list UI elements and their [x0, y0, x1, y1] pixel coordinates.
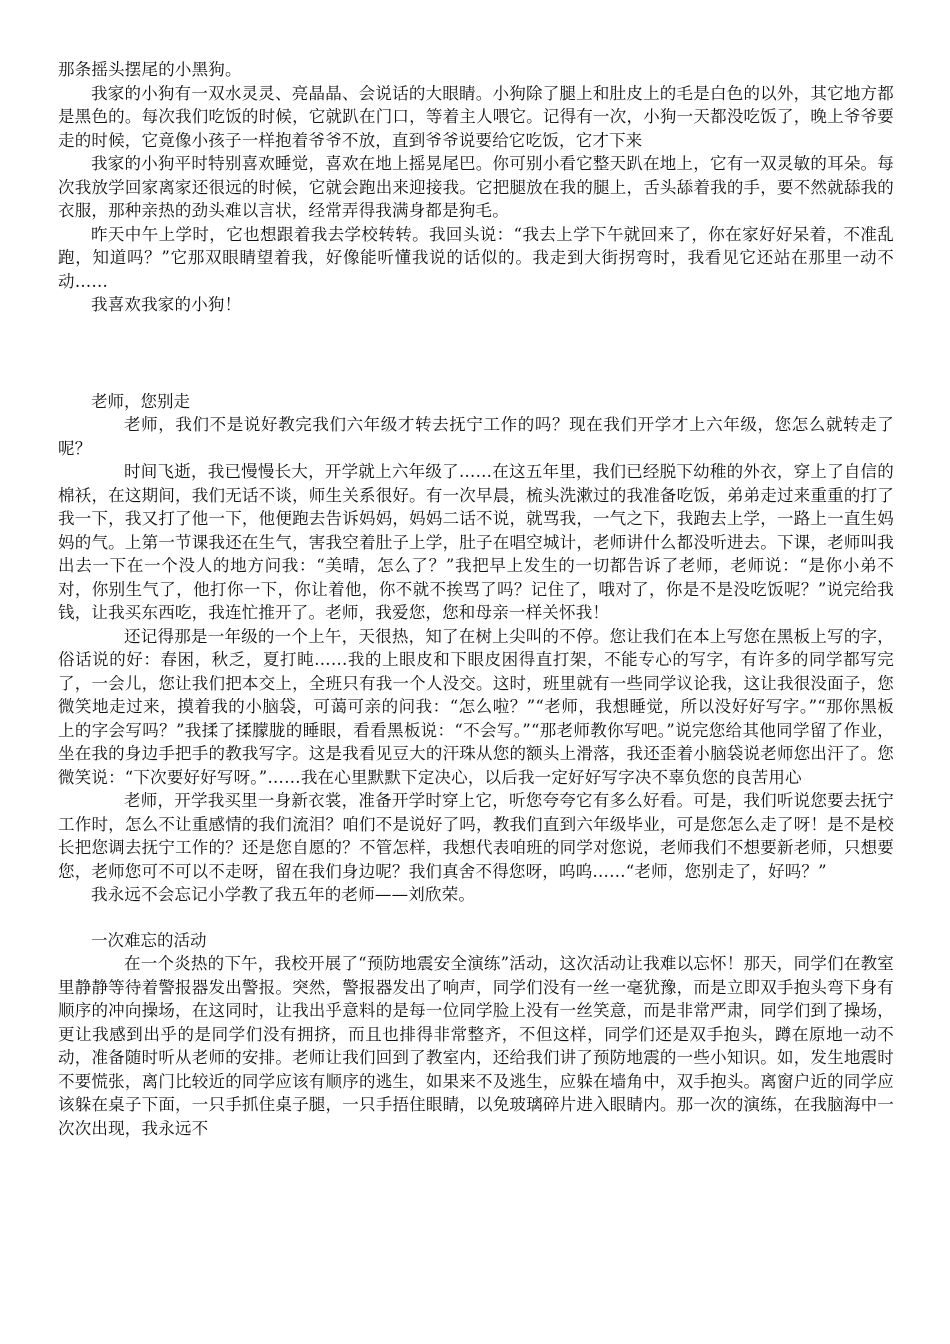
- paragraph: 时间飞逝，我已慢慢长大，开学就上六年级了……在这五年里，我们已经脱下幼稚的外衣，穿上了自信的棉袄，在这期间，我们无话不谈，师生关系很好。有一次早晨，梳头洗漱过的我准备吃饭，弟弟走过来重重的打了我一下，我又打了他一下，他便跑去告诉妈妈，妈妈二话不说，就骂我，一气之下，我跑去上学，一路上一直生妈妈的气。上第一节课我还在生气，害我空着肚子上学，肚子在唱空城计，老师讲什么都没听进去。下课，老师叫我出去一下在一个没人的地方问我：“美晴，怎么了？”我把早上发生的一切都告诉了老师，老师说：“是你小弟不对，你别生气了，他打你一下，你让着他，你不就不挨骂了吗？记住了，哦对了，你是不是没吃饭呢？”说完给我钱，让我买东西吃，我连忙推开了。老师，我爱您，您和母亲一样关怀我！: [58, 462, 894, 622]
- story-teacher-dont-go: [58, 390, 894, 907]
- section-title: 老师，您别走: [91, 391, 190, 411]
- story-memorable-activity: [58, 929, 894, 1141]
- story-little-dog: [58, 58, 894, 317]
- paragraph: 我家的小狗有一双水灵灵、亮晶晶、会说话的大眼睛。小狗除了腿上和肚皮上的毛是白色的以外，其它地方都是黑色的。每次我们吃饭的时候，它就趴在门口，等着主人喂它。记得有一次，小狗一天都没吃饭了，晚上爷爷要走的时候，它竟像小孩子一样抱着爷爷不放，直到爷爷说要给它吃饭，它才下来: [58, 83, 894, 150]
- paragraph: 在一个炎热的下午，我校开展了“预防地震安全演练”活动，这次活动让我难以忘怀！那天，同学们在教室里静静等待着警报器发出警报。突然，警报器发出了响声，同学们没有一丝一毫犹豫，而是立即双手抱头弯下身有顺序的冲向操场，在这同时，让我出乎意料的是每一位同学脸上没有一丝笑意，而是非常严肃，同学们到了操场，更让我感到出乎的是同学们没有拥挤，而且也排得非常整齐，不但这样，同学们还是双手抱头，蹲在原地一动不动，准备随时听从老师的安排。老师让我们回到了教室内，还给我们讲了预防地震的一些小知识。如，发生地震时不要慌张，离门比较近的同学应该有顺序的逃生，如果来不及逃生，应躲在墙角中，双手抱头。离窗户近的同学应该躲在桌子下面，一只手抓住桌子腿，一只手捂住眼睛，以免玻璃碎片进入眼睛内。那一次的演练，在我脑海中一次次出现，我永远不: [58, 954, 894, 1138]
- paragraph: 我永远不会忘记小学教了我五年的老师——刘欣荣。: [91, 885, 476, 904]
- paragraph: 我喜欢我家的小狗！: [91, 295, 242, 314]
- paragraph: 昨天中午上学时，它也想跟着我去学校转转。我回头说：“我去上学下午就回来了，你在家好好呆着，不准乱跑，知道吗？”它那双眼睛望着我，好像能听懂我说的话似的。我走到大街拐弯时，我看见它还站在那里一动不动……: [58, 224, 894, 291]
- paragraph: 老师，开学我买里一身新衣裳，准备开学时穿上它，听您夸夸它有多么好看。可是，我们听说您要去抚宁工作时，怎么不让重感情的我们流泪？咱们不是说好了吗，教我们直到六年级毕业，可是您怎么走了呀！是不是校长把您调去抚宁工作的？还是您自愿的？不管怎样，我想代表咱班的同学对您说，老师我们不想要新老师，只想要您，老师您可不可以不走呀，留在我们身边呢？我们真舍不得您呀，呜呜……“老师，您别走了，好吗？”: [58, 791, 894, 881]
- document-page: [58, 58, 894, 1140]
- paragraph: 还记得那是一年级的一个上午，天很热，知了在树上尖叫的不停。您让我们在本上写您在黑板上写的字，俗话说的好：春困，秋乏，夏打盹……我的上眼皮和下眼皮困得直打架，不能专心的写字，有许多的同学都写完了，一会儿，您让我们把本交上，全班只有我一个人没交。这时，班里就有一些同学议论我，这让我很没面子，您微笑地走过来，摸着我的小脑袋，可蔼可亲的问我：“怎么啦？”“老师，我想睡觉，所以没好好写字。”“那你黑板上的字会写吗？”我揉了揉朦胧的睡眼，看看黑板说：“不会写。”“那老师教你写吧。”说完您给其他同学留了作业，坐在我的身边手把手的教我写字。这是我看见豆大的汗珠从您的额头上滑落，我还歪着小脑袋说老师您出汗了。您微笑说：“下次要好好写呀。”……我在心里默默下定决心，以后我一定好好写字决不辜负您的良苦用心: [58, 626, 894, 787]
- paragraph: 老师，我们不是说好教完我们六年级才转去抚宁工作的吗？现在我们开学才上六年级，您怎么就转走了呢？: [58, 415, 894, 458]
- paragraph: 我家的小狗平时特别喜欢睡觉，喜欢在地上摇晃尾巴。你可别小看它整天趴在地上，它有一双灵敏的耳朵。每次我放学回家离家还很远的时候，它就会跑出来迎接我。它把腿放在我的腿上，舌头舔着我的手，要不然就舔我的衣服，那种亲热的劲头难以言状，经常弄得我满身都是狗毛。: [58, 154, 894, 220]
- paragraph: 那条摇头摆尾的小黑狗。: [58, 60, 242, 79]
- section-title: 一次难忘的活动: [91, 930, 207, 950]
